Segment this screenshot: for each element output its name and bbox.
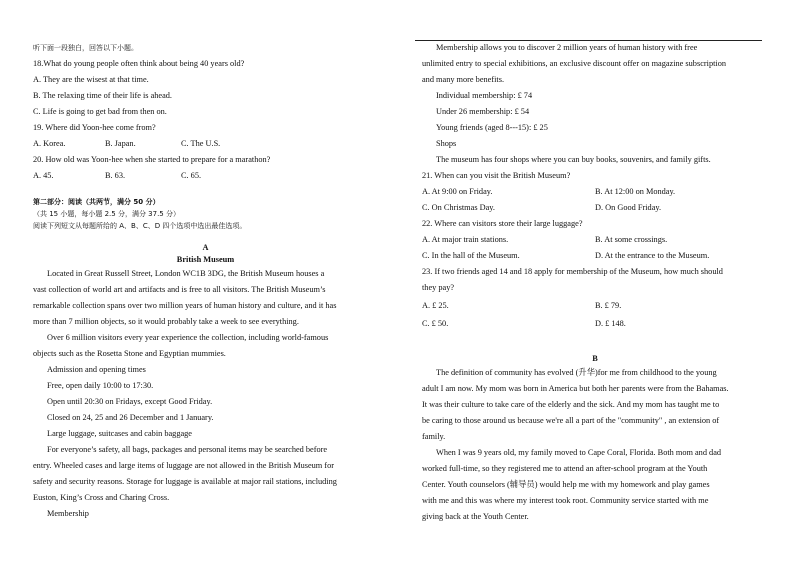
question-21: 21. When can you visit the British Museum? bbox=[422, 171, 571, 180]
passage-a-letter: A bbox=[202, 243, 209, 252]
price-under-26: Under 26 membership: £ 54 bbox=[436, 107, 530, 116]
right-column bbox=[422, 40, 768, 525]
q23-option-b: B. £ 79. bbox=[595, 301, 622, 310]
shops-heading: Shops bbox=[436, 139, 457, 148]
q20-options bbox=[33, 168, 378, 184]
q18-option-a: A. They are the wisest at that time. bbox=[33, 75, 149, 84]
q21-options-row1 bbox=[422, 184, 768, 200]
listening-intro: 听下面一段独白，回答以下小题。 bbox=[33, 44, 138, 52]
q23-option-a: A. £ 25. bbox=[422, 301, 449, 310]
membership-line1: Membership allows you to discover 2 million years of human history with free bbox=[436, 43, 698, 52]
q20-option-c: C. 65. bbox=[181, 171, 202, 180]
q22-options-row2 bbox=[422, 248, 768, 264]
q22-options-row1 bbox=[422, 232, 768, 248]
para1-line2: vast collection of world art and artifacts and is free to all visitors. The British Museum’s bbox=[33, 285, 326, 294]
b-para1-line1: The definition of community has evolved (升华)for me from childhood to the young bbox=[436, 368, 717, 377]
price-individual: Individual membership: £ 74 bbox=[436, 91, 533, 100]
part2-title: 第二部分：阅读（共两节，满分 50 分） bbox=[33, 198, 160, 206]
q19-option-c: C. The U.S. bbox=[181, 139, 221, 148]
b-para2-line4: with me and this was where my interest took root. Community service started with me bbox=[422, 496, 709, 505]
q21-option-d: D. On Good Friday. bbox=[595, 203, 662, 212]
q21-option-a: A. At 9:00 on Friday. bbox=[422, 187, 493, 196]
part2-instructions: 阅读下列短文从每题所给的 A、B、C、D 四个选项中选出最佳选项。 bbox=[33, 222, 247, 230]
q22-option-b: B. At some crossings. bbox=[595, 235, 668, 244]
q23-options-row1 bbox=[422, 298, 768, 314]
q18-option-b: B. The relaxing time of their life is ahead. bbox=[33, 91, 173, 100]
part2-subtitle: （共 15 小题，每小题 2.5 分，满分 37.5 分） bbox=[33, 210, 180, 218]
question-18: 18.What do young people often think about being 40 years old? bbox=[33, 59, 245, 68]
admission-line2: Open until 20:30 on Fridays, except Good Friday. bbox=[47, 397, 213, 406]
q18-option-c: C. Life is going to get bad from then on. bbox=[33, 107, 167, 116]
q19-options bbox=[33, 136, 378, 152]
para2-line2: objects such as the Rosetta Stone and Egyptian mummies. bbox=[33, 349, 226, 358]
b-para1-line2: adult I am now. My mom was born in America but both her parents were from the Bahamas. bbox=[422, 384, 729, 393]
q22-option-c: C. In the hall of the Museum. bbox=[422, 251, 520, 260]
question-22: 22. Where can visitors store their large luggage? bbox=[422, 219, 583, 228]
luggage-line3: safety and security reasons. Storage for luggage is available at major rail stations, including bbox=[33, 477, 337, 486]
q23-options-row2 bbox=[422, 316, 768, 332]
para1-line4: more than 7 million objects, so it would probably take a week to see everything. bbox=[33, 317, 299, 326]
q21-options-row2 bbox=[422, 200, 768, 216]
q20-option-b: B. 63. bbox=[105, 171, 126, 180]
passage-a-title: British Museum bbox=[176, 255, 235, 264]
shops-text: The museum has four shops where you can buy books, souvenirs, and family gifts. bbox=[436, 155, 711, 164]
passage-b-letter: B bbox=[592, 354, 598, 363]
question-23-line1: 23. If two friends aged 14 and 18 apply for membership of the Museum, how much should bbox=[422, 267, 723, 276]
b-para1-line3: It was their culture to take care of the elderly and the sick. And my mom has taught me to bbox=[422, 400, 720, 409]
question-19: 19. Where did Yoon-hee come from? bbox=[33, 123, 156, 132]
admission-line3: Closed on 24, 25 and 26 December and 1 January. bbox=[47, 413, 214, 422]
luggage-line4: Euston, King’s Cross and Charing Cross. bbox=[33, 493, 170, 502]
q21-option-c: C. On Christmas Day. bbox=[422, 203, 495, 212]
luggage-line2: entry. Wheeled cases and large items of luggage are not allowed in the British Museum for bbox=[33, 461, 334, 470]
price-young-friends: Young friends (aged 8---15): £ 25 bbox=[436, 123, 548, 132]
b-para1-line5: family. bbox=[422, 432, 446, 441]
b-para2-line2: worked full-time, so they registered me to attend an after-school program at the Youth bbox=[422, 464, 708, 473]
q22-option-a: A. At major train stations. bbox=[422, 235, 509, 244]
para1-line3: remarkable collection spans over two million years of human history and culture, and it has bbox=[33, 301, 337, 310]
b-para1-line4: be caring to those around us because we're all a part of the "community" , an extension of bbox=[422, 416, 720, 425]
admission-line1: Free, open daily 10:00 to 17:30. bbox=[47, 381, 154, 390]
b-para2-line5: giving back at the Youth Center. bbox=[422, 512, 529, 521]
para1-line1: Located in Great Russell Street, London WC1B 3DG, the British Museum houses a bbox=[47, 269, 325, 278]
q19-option-a: A. Korea. bbox=[33, 139, 66, 148]
q22-option-d: D. At the entrance to the Museum. bbox=[595, 251, 710, 260]
membership-line3: and many more benefits. bbox=[422, 75, 505, 84]
admission-heading: Admission and opening times bbox=[47, 365, 146, 374]
q23-option-d: D. £ 148. bbox=[595, 319, 626, 328]
b-para2-line1: When I was 9 years old, my family moved to Cape Coral, Florida. Both mom and dad bbox=[436, 448, 722, 457]
q19-option-b: B. Japan. bbox=[105, 139, 136, 148]
luggage-line1: For everyone’s safety, all bags, packages and personal items may be searched before bbox=[47, 445, 328, 454]
q23-option-c: C. £ 50. bbox=[422, 319, 449, 328]
left-column bbox=[33, 40, 378, 522]
question-20: 20. How old was Yoon-hee when she started to prepare for a marathon? bbox=[33, 155, 271, 164]
b-para2-line3: Center. Youth counselors (辅导员) would help me with my homework and play games bbox=[422, 480, 710, 489]
membership-heading: Membership bbox=[47, 509, 89, 518]
q21-option-b: B. At 12:00 on Monday. bbox=[595, 187, 676, 196]
para2-line1: Over 6 million visitors every year experience the collection, including world-famous bbox=[47, 333, 329, 342]
q20-option-a: A. 45. bbox=[33, 171, 54, 180]
membership-line2: unlimited entry to special exhibitions, an exclusive discount offer on magazine subscription bbox=[422, 59, 726, 68]
luggage-heading: Large luggage, suitcases and cabin baggage bbox=[47, 429, 192, 438]
question-23-line2: they pay? bbox=[422, 283, 455, 292]
